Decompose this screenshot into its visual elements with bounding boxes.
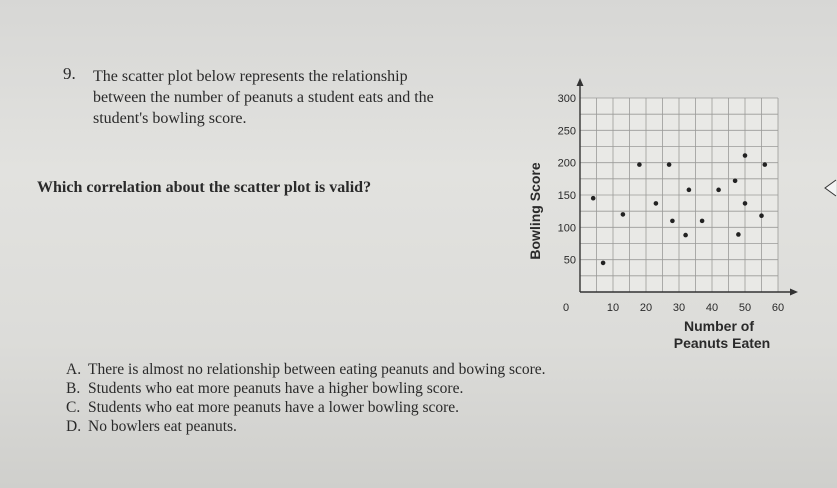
y-tick-label: 100 [557, 222, 576, 235]
choice-d[interactable] [66, 417, 546, 436]
y-axis-arrow-icon [577, 78, 584, 86]
data-point [601, 261, 606, 266]
y-tick-label: 300 [557, 93, 576, 105]
question-stem [93, 66, 493, 129]
x-tick-label: 50 [738, 302, 752, 314]
data-point [687, 188, 692, 193]
mouse-cursor-icon [823, 178, 837, 200]
data-point [683, 233, 688, 238]
data-point [716, 188, 721, 193]
choice-letter: D. [66, 418, 82, 435]
data-point [670, 219, 675, 224]
data-point [667, 162, 672, 167]
data-point [654, 201, 659, 206]
question-number: 9. [63, 64, 76, 83]
x-axis-label: Peanuts Eaten [673, 335, 771, 351]
choice-text: No bowlers eat peanuts. [88, 418, 237, 435]
choice-text: Students who eat more peanuts have a lower bowling score. [88, 399, 460, 416]
data-point [637, 162, 642, 167]
y-tick-label: 200 [557, 157, 576, 170]
data-point [743, 201, 748, 206]
choice-letter: C. [66, 399, 81, 416]
data-point [759, 213, 764, 218]
data-point [700, 219, 705, 224]
question-stem-line: student's bowling score. [93, 110, 247, 127]
choice-text: Students who eat more peanuts have a higher bowling score. [88, 380, 464, 397]
x-tick-label: 40 [705, 302, 719, 314]
x-axis-label: Number of [684, 318, 754, 334]
data-point [621, 212, 626, 217]
data-point [591, 196, 596, 201]
choice-a[interactable] [66, 360, 546, 379]
answer-choices [66, 360, 546, 436]
choice-b[interactable] [66, 379, 546, 398]
scatter-plot [520, 70, 810, 360]
choice-text: There is almost no relationship between eating peanuts and bowing score. [88, 361, 546, 378]
y-axis-label: Bowling Score [527, 162, 543, 260]
question-stem-line: The scatter plot below represents the relationship [93, 68, 408, 85]
choice-letter: A. [66, 361, 82, 378]
choice-c[interactable] [66, 398, 546, 417]
y-tick-label: 250 [557, 125, 576, 138]
y-tick-label: 50 [563, 254, 576, 267]
x-tick-label: 30 [672, 302, 686, 314]
data-point [733, 178, 738, 183]
data-point [763, 162, 768, 167]
data-point [743, 153, 748, 158]
x-tick-label: 20 [639, 302, 653, 314]
question-prompt: Which correlation about the scatter plot is valid? [37, 179, 372, 196]
x-tick-label: 60 [771, 302, 785, 314]
choice-letter: B. [66, 380, 81, 397]
y-tick-label: 150 [557, 190, 576, 202]
data-point [736, 232, 741, 237]
x-tick-label: 0 [562, 302, 570, 314]
x-axis-arrow-icon [790, 289, 798, 296]
x-tick-label: 10 [606, 302, 620, 314]
question-stem-line: between the number of peanuts a student eats and the [93, 89, 434, 106]
